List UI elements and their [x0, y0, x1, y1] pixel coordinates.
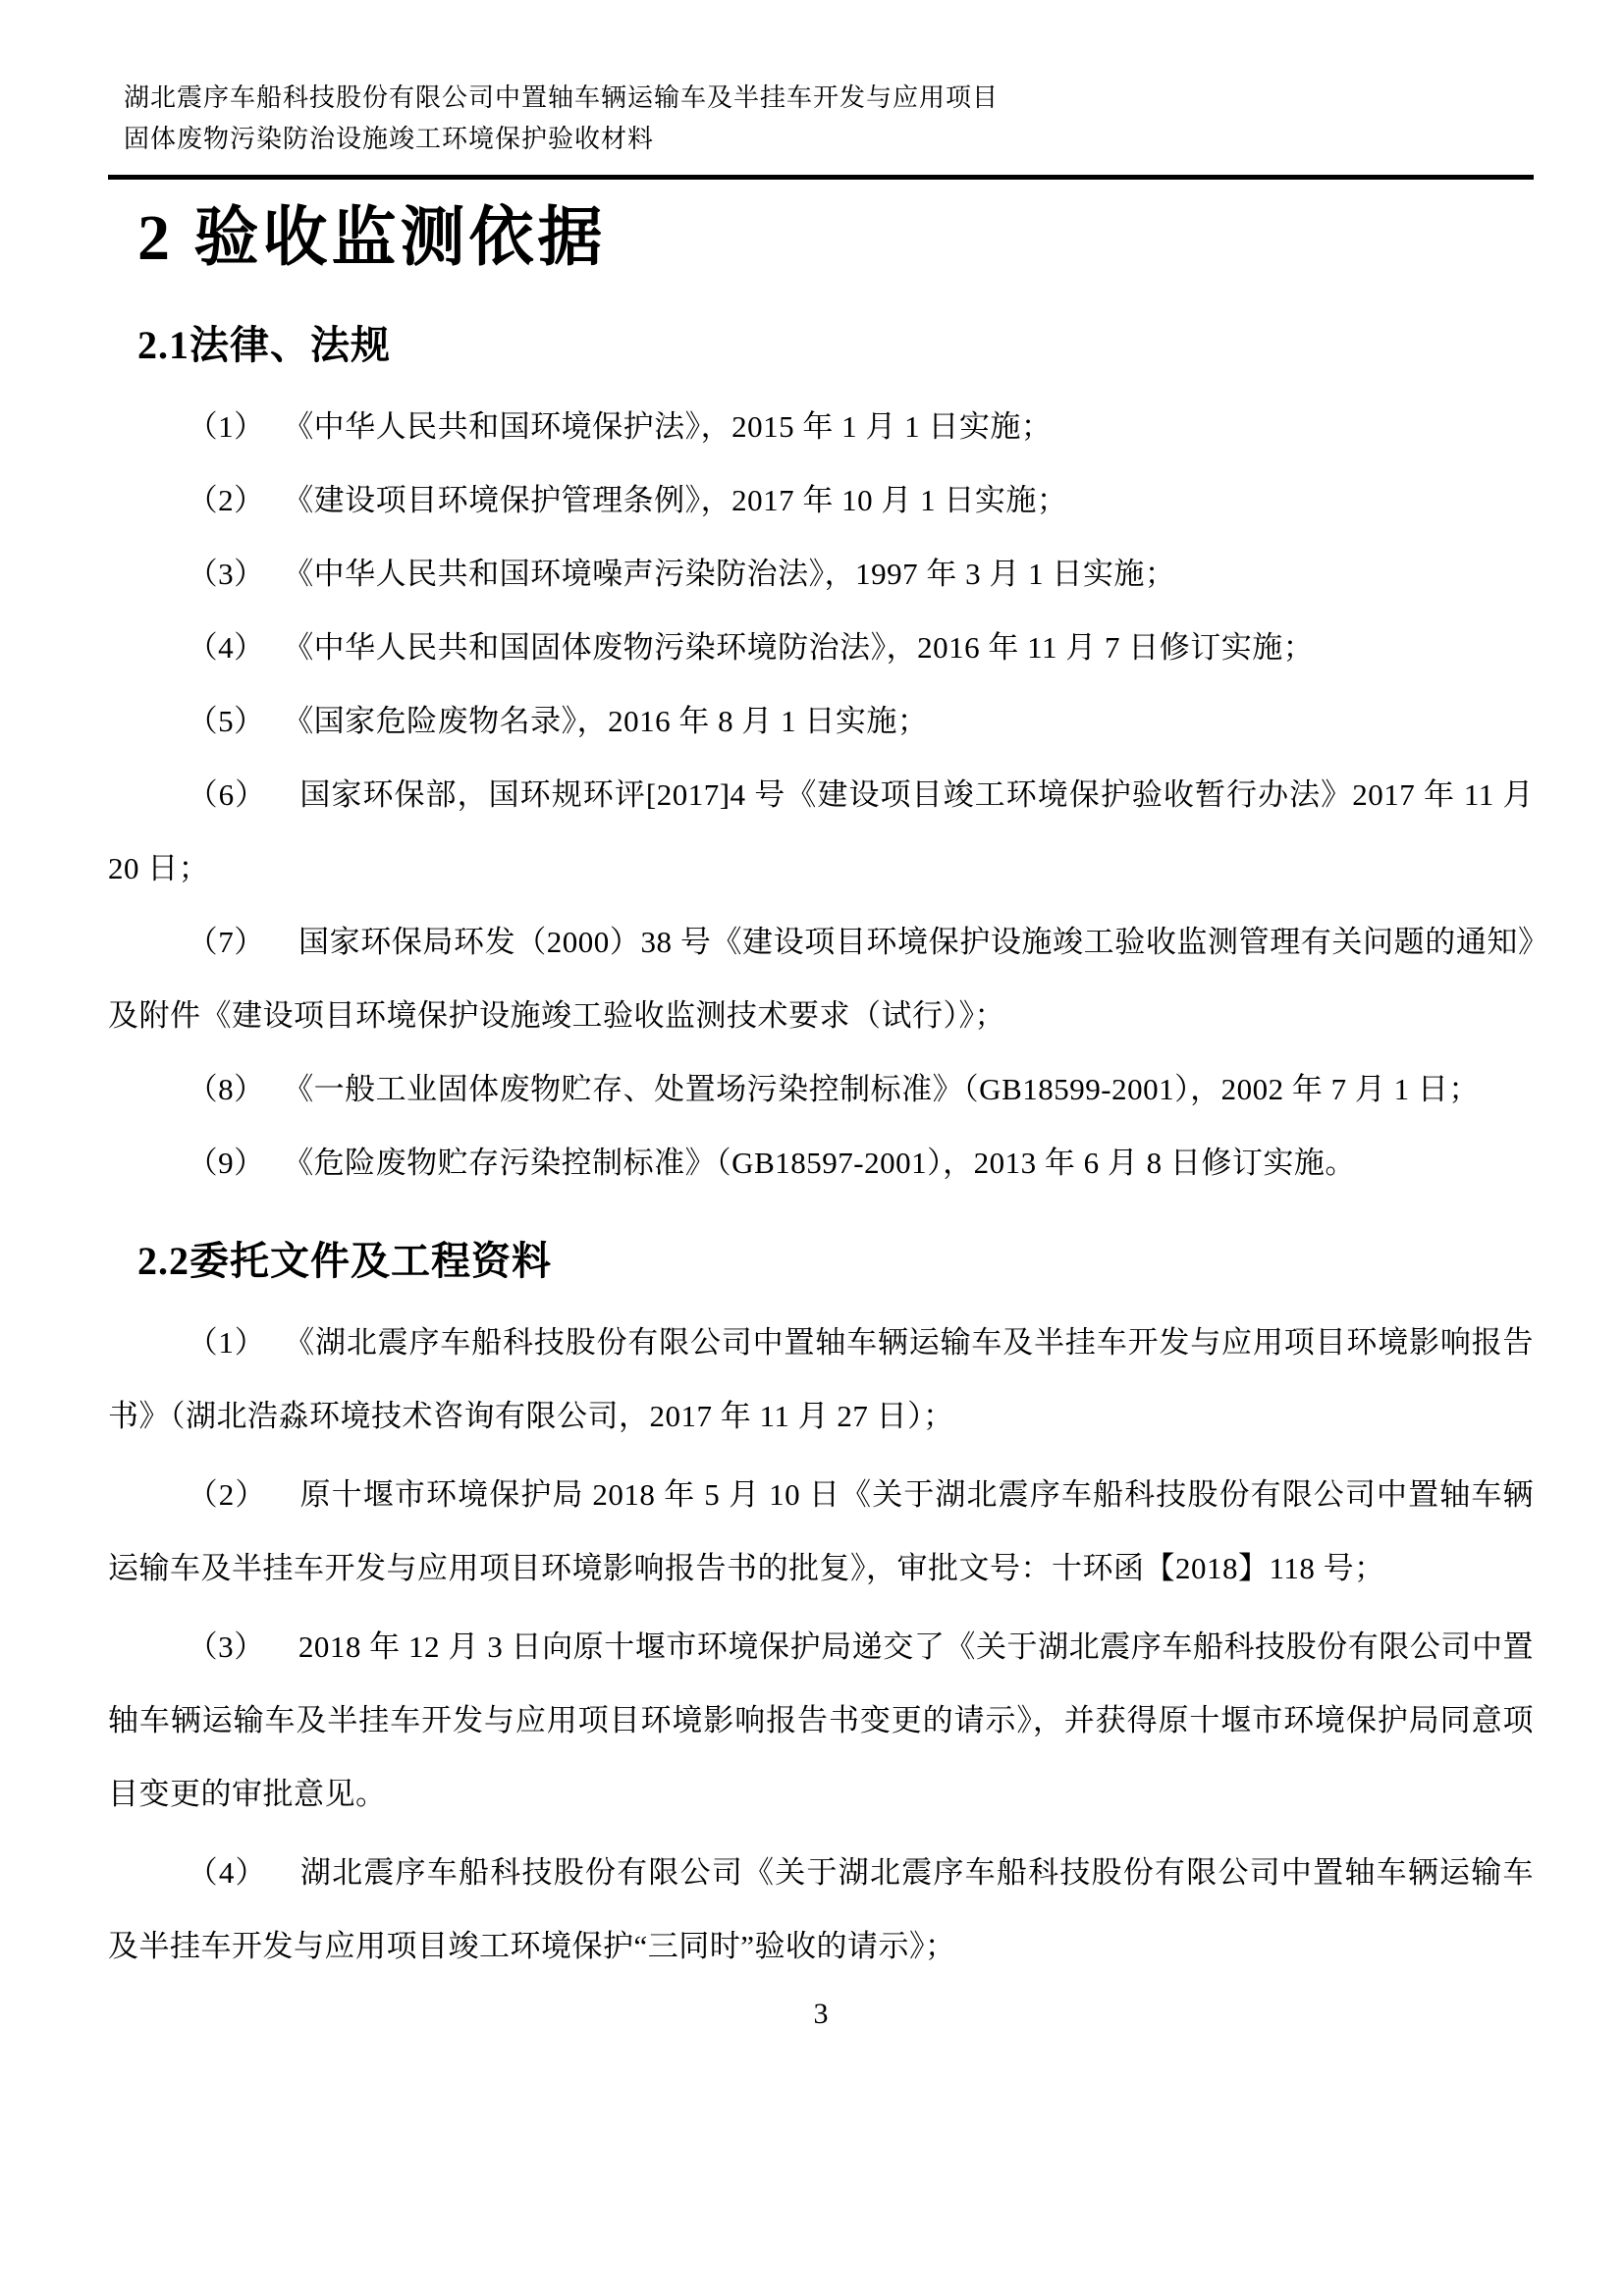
item-text: 《中华人民共和国环境保护法》，2015 年 1 月 1 日实施；	[298, 409, 1053, 444]
item-text: 《湖北震序车船科技股份有限公司中置轴车辆运输车及半挂车开发与应用项目环境影响报告书》（湖北浩淼环境技术咨询有限公司，2017 年 11 月 27 日）；	[108, 1325, 1535, 1433]
item-number: （7）	[187, 925, 265, 959]
list-item	[108, 1610, 1534, 1831]
item-number: （4）	[187, 630, 265, 665]
header-line-1: 湖北震序车船科技股份有限公司中置轴车辆运输车及半挂车开发与应用项目	[124, 82, 1000, 112]
header-divider	[108, 175, 1534, 180]
list-item	[108, 1458, 1534, 1605]
item-text: 2018 年 12 月 3 日向原十堰市环境保护局递交了《关于湖北震序车船科技股份有限公司中置轴车辆运输车及半挂车开发与应用项目环境影响报告书变更的请示》，并获得原十堰市环境保护局同意项目变更的审批意见。	[108, 1629, 1535, 1811]
item-text: 《中华人民共和国环境噪声污染防治法》，1997 年 3 月 1 日实施；	[298, 557, 1176, 591]
list-item	[108, 463, 1534, 537]
list-item	[108, 758, 1534, 905]
item-text: 《一般工业固体废物贮存、处置场污染控制标准》（GB18599-2001），2002 年 7 月 1 日；	[298, 1072, 1480, 1106]
item-number: （2）	[187, 483, 265, 517]
item-number: （3）	[187, 1629, 265, 1664]
item-text: 国家环保局环发（2000）38 号《建设项目环境保护设施竣工验收监测管理有关问题的通知》及附件《建设项目环境保护设施竣工验收监测技术要求（试行）》；	[108, 925, 1535, 1033]
item-number: （1）	[187, 409, 265, 444]
list-item	[108, 390, 1534, 463]
list-item	[108, 1126, 1534, 1200]
item-number: （5）	[187, 704, 265, 738]
item-number: （6）	[187, 777, 267, 812]
list-item	[108, 1306, 1534, 1453]
list-item	[108, 537, 1534, 611]
header-line-2: 固体废物污染防治设施竣工环境保护验收材料	[124, 124, 655, 153]
page-number: 3	[813, 1998, 829, 2030]
list-item	[108, 1052, 1534, 1126]
item-text: 国家环保部，国环规环评[2017]4 号《建设项目竣工环境保护验收暂行办法》2017 年 11 月 20 日；	[108, 777, 1535, 885]
list-item	[108, 684, 1534, 758]
item-text: 《危险废物贮存污染控制标准》（GB18597-2001），2013 年 6 月 8 日修订实施。	[298, 1146, 1356, 1180]
list-item	[108, 905, 1534, 1052]
item-text: 《建设项目环境保护管理条例》，2017 年 10 月 1 日实施；	[298, 483, 1068, 517]
section-heading-2-1: 2.1法律、法规	[137, 323, 391, 367]
item-number: （1）	[187, 1325, 266, 1360]
section-heading-2-2: 2.2委托文件及工程资料	[137, 1239, 552, 1283]
section-2-1-items	[108, 390, 1534, 1200]
list-item	[108, 1836, 1534, 1983]
item-text: 《中华人民共和国固体废物污染环境防治法》，2016 年 11 月 7 日修订实施；	[298, 630, 1315, 665]
item-number: （9）	[187, 1146, 265, 1180]
chapter-title: 2 验收监测依据	[137, 202, 607, 274]
item-text: 原十堰市环境保护局 2018 年 5 月 10 日《关于湖北震序车船科技股份有限公司中置轴车辆运输车及半挂车开发与应用项目环境影响报告书的批复》，审批文号：十环函【2018】118 号；	[108, 1477, 1534, 1585]
section-2-2-items	[108, 1306, 1534, 1983]
running-header	[124, 77, 1534, 159]
item-number: （8）	[187, 1072, 265, 1106]
item-text: 湖北震序车船科技股份有限公司《关于湖北震序车船科技股份有限公司中置轴车辆运输车及半挂车开发与应用项目竣工环境保护“三同时”验收的请示》；	[108, 1855, 1535, 1963]
list-item	[108, 611, 1534, 684]
item-number: （3）	[187, 557, 265, 591]
item-number: （4）	[187, 1855, 267, 1890]
item-text: 《国家危险废物名录》，2016 年 8 月 1 日实施；	[298, 704, 929, 738]
item-number: （2）	[187, 1477, 267, 1512]
